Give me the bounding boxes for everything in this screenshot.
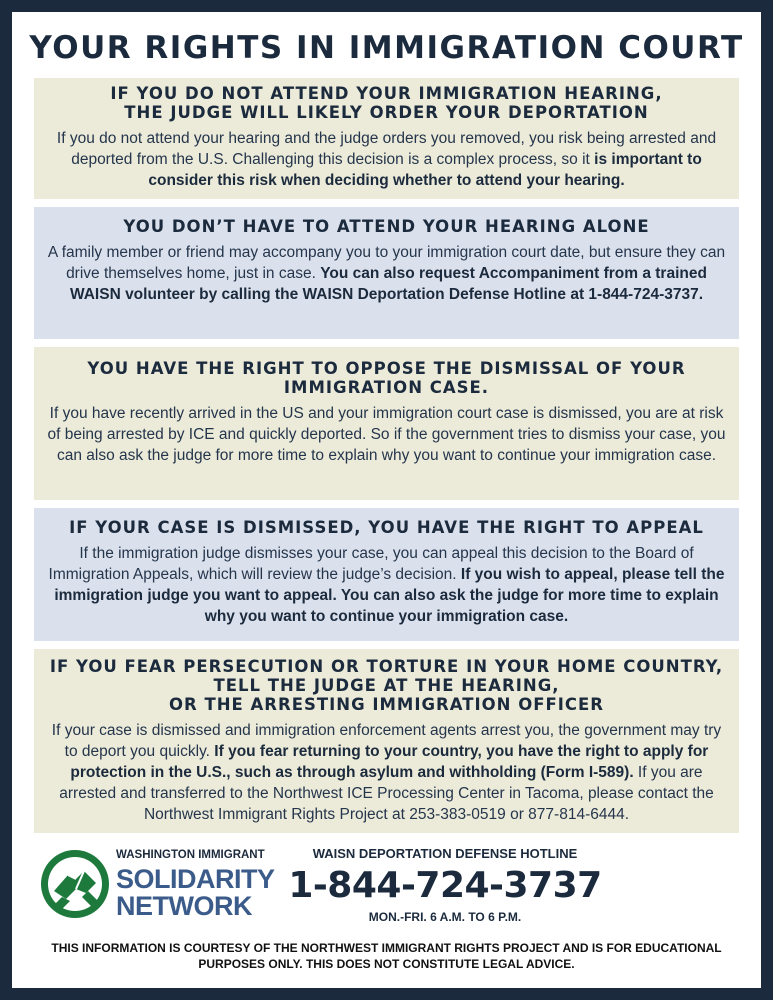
hotline-block: [280, 846, 610, 924]
logo-line-1: WASHINGTON IMMIGRANT: [116, 849, 265, 861]
section-body: A family member or friend may accompany you to your immigration court date, but ensure they can drive themselves home, just in case. You can also request Accompaniment from a trained WAISN volunteer by calling the WAISN Deportation Defense Hotline at 1-844-724-3737.: [47, 244, 726, 303]
section-heading: YOU HAVE THE RIGHT TO OPPOSE THE DISMISSAL OF YOUR IMMIGRATION CASE.: [87, 359, 686, 397]
section-oppose-dismissal: [34, 347, 739, 500]
page-title: YOUR RIGHTS IN IMMIGRATION COURT: [29, 30, 744, 66]
hotline-hours: MON.-FRI. 6 A.M. TO 6 P.M.: [368, 910, 522, 924]
logo-line-3: NETWORK: [116, 891, 252, 921]
hotline-label: WAISN DEPORTATION DEFENSE HOTLINE: [312, 846, 578, 861]
section-heading: IF YOU DO NOT ATTEND YOUR IMMIGRATION HEARING, THE JUDGE WILL LIKELY ORDER YOUR DEPORTATION: [110, 84, 663, 122]
clasped-hands-icon: [40, 849, 110, 919]
logo-line-2: SOLIDARITY: [116, 864, 275, 894]
section-fear-persecution: [34, 649, 739, 833]
section-body: If your case is dismissed and immigration enforcement agents arrest you, the government may try to deport you quickly. If you fear returning to your country, you have the right to apply for protection in the U.S., such as through asylum and withholding (Form I-589). If you are arrested and transferred to the Northwest ICE Processing Center in Tacoma, please contact the Northwest Immigrant Rights Project at 253-383-0519 or 877-814-6444.: [51, 722, 722, 823]
section-heading: IF YOU FEAR PERSECUTION OR TORTURE IN YOUR HOME COUNTRY, TELL THE JUDGE AT THE HEARING, OR THE ARRESTING IMMIGRATION OFFICER: [49, 657, 724, 714]
section-right-to-appeal: [34, 508, 739, 641]
section-body: If you do not attend your hearing and the judge orders you removed, you risk being arrested and deported from the U.S. Challenging this decision is a complex process, so it is important to consider this risk when deciding whether to attend your hearing.: [56, 130, 717, 189]
waisn-logo: [40, 847, 275, 927]
section-no-attend: [34, 78, 739, 199]
hotline-number[interactable]: 1-844-724-3737: [288, 865, 602, 906]
section-body: If you have recently arrived in the US and your immigration court case is dismissed, you are at risk of being arrested by ICE and quickly deported. So if the government tries to dismiss your case, you can also ask the judge for more time to explain why you want to continue your immigration case.: [47, 405, 726, 464]
section-heading: IF YOUR CASE IS DISMISSED, YOU HAVE THE RIGHT TO APPEAL: [69, 518, 704, 537]
section-body: If the immigration judge dismisses your case, you can appeal this decision to the Board of Immigration Appeals, which will review the judge’s decision. If you wish to appeal, please tell the immigration judge you want to appeal. You can also ask the judge for more time to explain why you want to continue your immigration case.: [48, 545, 725, 625]
flyer-page: [12, 12, 761, 988]
section-not-alone: [34, 207, 739, 339]
section-heading: YOU DON’T HAVE TO ATTEND YOUR HEARING ALONE: [123, 217, 650, 236]
legal-disclaimer: THIS INFORMATION IS COURTESY OF THE NORTHWEST IMMIGRANT RIGHTS PROJECT AND IS FOR EDUCATIONAL PURPOSES ONLY. THIS DOES NOT CONSTITUTE LEGAL ADVICE.: [51, 941, 722, 971]
